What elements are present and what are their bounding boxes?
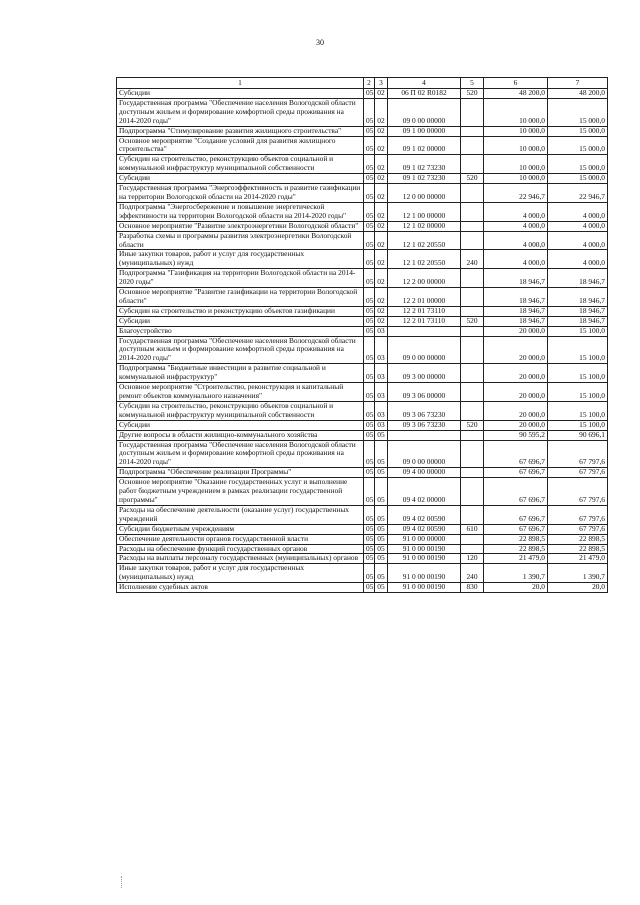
table-row [117, 155, 608, 174]
cell-name: Разработка схемы и программы развития электроэнергетики Вологодской области [117, 231, 364, 250]
cell-subsection: 02 [375, 250, 388, 269]
cell-amount-2: 22 898,5 [548, 534, 608, 544]
cell-expense-type [461, 430, 484, 440]
cell-amount-1: 67 696,7 [484, 440, 548, 468]
cell-target-code: 09 1 02 73230 [388, 155, 461, 174]
cell-subsection: 05 [375, 564, 388, 583]
cell-section: 05 [364, 524, 375, 534]
cell-expense-type [461, 383, 484, 402]
cell-target-code: 91 0 00 00190 [388, 583, 461, 593]
cell-amount-2: 15 000,0 [548, 136, 608, 155]
table-row [117, 544, 608, 554]
cell-amount-1: 21 479,0 [484, 554, 548, 564]
cell-expense-type [461, 231, 484, 250]
cell-section: 05 [364, 554, 375, 564]
cell-subsection: 05 [375, 478, 388, 506]
cell-amount-1: 67 696,7 [484, 505, 548, 524]
cell-target-code: 09 4 00 00000 [388, 468, 461, 478]
cell-section: 05 [364, 98, 375, 126]
cell-amount-1: 20,0 [484, 583, 548, 593]
header-col-6: 6 [484, 78, 548, 89]
cell-amount-1: 4 000,0 [484, 221, 548, 231]
cell-expense-type [461, 544, 484, 554]
table-row [117, 250, 608, 269]
cell-amount-1: 20 000,0 [484, 336, 548, 364]
cell-target-code: 12 1 02 20550 [388, 231, 461, 250]
cell-amount-2: 18 946,7 [548, 269, 608, 288]
cell-target-code: 09 1 00 00000 [388, 126, 461, 136]
cell-amount-1: 48 200,0 [484, 89, 548, 99]
cell-amount-1: 18 946,7 [484, 269, 548, 288]
cell-section: 05 [364, 136, 375, 155]
cell-subsection: 02 [375, 126, 388, 136]
cell-expense-type: 240 [461, 564, 484, 583]
cell-target-code: 91 0 00 00190 [388, 554, 461, 564]
cell-amount-2: 15 100,0 [548, 326, 608, 336]
cell-amount-1: 20 000,0 [484, 326, 548, 336]
cell-amount-2: 67 797,6 [548, 478, 608, 506]
cell-amount-2: 15 000,0 [548, 155, 608, 174]
cell-amount-1: 22 898,5 [484, 534, 548, 544]
cell-expense-type [461, 221, 484, 231]
cell-expense-type: 520 [461, 316, 484, 326]
cell-name: Иные закупки товаров, работ и услуг для государственных (муниципальных) нужд [117, 564, 364, 583]
cell-expense-type [461, 155, 484, 174]
cell-expense-type [461, 364, 484, 383]
table-row [117, 430, 608, 440]
cell-amount-2: 15 100,0 [548, 401, 608, 420]
cell-subsection: 05 [375, 468, 388, 478]
cell-subsection: 02 [375, 98, 388, 126]
cell-expense-type [461, 326, 484, 336]
cell-amount-1: 22 946,7 [484, 184, 548, 203]
cell-section: 05 [364, 505, 375, 524]
cell-subsection: 03 [375, 420, 388, 430]
cell-amount-1: 18 946,7 [484, 316, 548, 326]
cell-name: Расходы на обеспечение деятельности (оказание услуг) государственных учреждений [117, 505, 364, 524]
cell-target-code: 12 2 01 00000 [388, 288, 461, 307]
cell-amount-2: 15 100,0 [548, 420, 608, 430]
page-number: 30 [316, 38, 324, 47]
cell-name: Иные закупки товаров, работ и услуг для государственных (муниципальных) нужд [117, 250, 364, 269]
table-row [117, 583, 608, 593]
cell-amount-2: 67 797,6 [548, 468, 608, 478]
cell-amount-1: 18 946,7 [484, 306, 548, 316]
table-row [117, 534, 608, 544]
cell-section: 05 [364, 184, 375, 203]
cell-target-code: 12 2 00 00000 [388, 269, 461, 288]
cell-name: Субсидии [117, 174, 364, 184]
header-col-4: 4 [388, 78, 461, 89]
table-row [117, 231, 608, 250]
cell-expense-type [461, 336, 484, 364]
cell-target-code [388, 326, 461, 336]
table-row [117, 420, 608, 430]
cell-amount-1: 20 000,0 [484, 401, 548, 420]
cell-name: Основное мероприятие "Создание условий для развития жилищного строительства" [117, 136, 364, 155]
cell-section: 05 [364, 306, 375, 316]
cell-subsection: 02 [375, 202, 388, 221]
budget-table [116, 77, 608, 593]
cell-target-code: 09 3 06 73230 [388, 420, 461, 430]
cell-expense-type [461, 98, 484, 126]
cell-section: 05 [364, 174, 375, 184]
cell-name: Подпрограмма "Стимулирование развития жилищного строительства" [117, 126, 364, 136]
cell-section: 05 [364, 250, 375, 269]
cell-expense-type [461, 306, 484, 316]
cell-expense-type [461, 505, 484, 524]
cell-name: Основное мероприятие "Оказание государственных услуг и выполнение работ бюджетным учреждением в рамках реализации государственной программы" [117, 478, 364, 506]
cell-expense-type [461, 401, 484, 420]
table-row [117, 440, 608, 468]
cell-amount-2: 18 946,7 [548, 288, 608, 307]
cell-expense-type: 520 [461, 420, 484, 430]
cell-target-code: 12 1 02 20550 [388, 250, 461, 269]
cell-subsection: 02 [375, 288, 388, 307]
table-row [117, 202, 608, 221]
cell-subsection: 05 [375, 554, 388, 564]
cell-target-code: 12 1 02 00000 [388, 221, 461, 231]
cell-name: Субсидии на строительство, реконструкцию объектов социальной и коммунальной инфраструктур муниципальной собственности [117, 155, 364, 174]
cell-amount-1: 67 696,7 [484, 468, 548, 478]
header-col-5: 5 [461, 78, 484, 89]
cell-target-code: 12 2 01 73110 [388, 316, 461, 326]
cell-amount-2: 18 946,7 [548, 316, 608, 326]
cell-expense-type [461, 440, 484, 468]
cell-amount-1: 20 000,0 [484, 420, 548, 430]
cell-subsection: 02 [375, 184, 388, 203]
cell-name: Подпрограмма "Обеспечение реализации Программы" [117, 468, 364, 478]
cell-name: Основное мероприятие "Развитие электроэнергетики Вологодской области" [117, 221, 364, 231]
cell-amount-1: 4 000,0 [484, 231, 548, 250]
table-row [117, 564, 608, 583]
header-col-7: 7 [548, 78, 608, 89]
table-row [117, 326, 608, 336]
cell-name: Субсидии на строительство, реконструкцию объектов социальной и коммунальной инфраструктур муниципальной собственности [117, 401, 364, 420]
cell-target-code: 09 3 00 00000 [388, 364, 461, 383]
cell-section: 05 [364, 440, 375, 468]
cell-expense-type [461, 136, 484, 155]
cell-name: Государственная программа "Обеспечение населения Вологодской области доступным жильем и формирование комфортной среды проживания на 2014-2020 годы" [117, 336, 364, 364]
cell-target-code: 09 3 06 73230 [388, 401, 461, 420]
cell-amount-2: 15 000,0 [548, 98, 608, 126]
cell-expense-type [461, 288, 484, 307]
header-col-3: 3 [375, 78, 388, 89]
cell-target-code: 09 1 02 73230 [388, 174, 461, 184]
cell-amount-2: 15 000,0 [548, 126, 608, 136]
table-row [117, 98, 608, 126]
table-row [117, 89, 608, 99]
cell-amount-1: 10 000,0 [484, 155, 548, 174]
cell-subsection: 05 [375, 430, 388, 440]
cell-amount-2: 15 100,0 [548, 364, 608, 383]
cell-amount-2: 67 797,6 [548, 505, 608, 524]
cell-name: Государственная программа "Обеспечение населения Вологодской области доступным жильем и формирование комфортной среды проживания на 2014-2020 годы" [117, 440, 364, 468]
cell-name: Государственная программа "Энергоэффективность и развитие газификации на территории Вологодской области на 2014-2020 годы" [117, 184, 364, 203]
cell-name: Субсидии [117, 420, 364, 430]
cell-target-code: 91 0 00 00190 [388, 544, 461, 554]
cell-target-code: 12 2 01 73110 [388, 306, 461, 316]
cell-target-code: 09 4 02 00590 [388, 505, 461, 524]
table-row [117, 184, 608, 203]
cell-section: 05 [364, 155, 375, 174]
cell-amount-2: 20,0 [548, 583, 608, 593]
cell-target-code: 09 4 02 00590 [388, 524, 461, 534]
cell-name: Субсидии [117, 89, 364, 99]
cell-amount-2: 4 000,0 [548, 250, 608, 269]
cell-section: 05 [364, 126, 375, 136]
table-header-row [117, 78, 608, 89]
cell-amount-1: 4 000,0 [484, 250, 548, 269]
cell-amount-2: 18 946,7 [548, 306, 608, 316]
cell-amount-2: 1 390,7 [548, 564, 608, 583]
cell-amount-2: 22 946,7 [548, 184, 608, 203]
cell-amount-2: 4 000,0 [548, 221, 608, 231]
cell-name: Субсидии [117, 316, 364, 326]
cell-amount-2: 22 898,5 [548, 544, 608, 554]
cell-subsection: 02 [375, 231, 388, 250]
cell-subsection: 05 [375, 534, 388, 544]
cell-section: 05 [364, 564, 375, 583]
cell-expense-type [461, 269, 484, 288]
table-row [117, 288, 608, 307]
cell-subsection: 03 [375, 383, 388, 402]
cell-subsection: 02 [375, 316, 388, 326]
cell-section: 05 [364, 89, 375, 99]
cell-name: Расходы на обеспечение функций государственных органов [117, 544, 364, 554]
cell-target-code: 09 0 00 00000 [388, 98, 461, 126]
cell-expense-type [461, 534, 484, 544]
cell-section: 05 [364, 478, 375, 506]
cell-amount-1: 20 000,0 [484, 364, 548, 383]
cell-name: Исполнение судебных актов [117, 583, 364, 593]
table-row [117, 478, 608, 506]
cell-amount-2: 67 797,6 [548, 524, 608, 534]
cell-amount-2: 48 200,0 [548, 89, 608, 99]
cell-amount-1: 67 696,7 [484, 478, 548, 506]
cell-target-code: 09 4 02 00000 [388, 478, 461, 506]
cell-target-code: 12 0 00 00000 [388, 184, 461, 203]
cell-section: 05 [364, 468, 375, 478]
cell-subsection: 02 [375, 89, 388, 99]
table-row [117, 401, 608, 420]
cell-amount-1: 1 390,7 [484, 564, 548, 583]
cell-subsection: 05 [375, 583, 388, 593]
cell-section: 05 [364, 269, 375, 288]
cell-name: Субсидии на строительство и реконструкцию объектов газификации [117, 306, 364, 316]
cell-subsection: 03 [375, 364, 388, 383]
cell-target-code: 09 3 06 00000 [388, 383, 461, 402]
cell-name: Благоустройство [117, 326, 364, 336]
header-col-1: 1 [117, 78, 364, 89]
cell-subsection: 02 [375, 174, 388, 184]
cell-target-code: 09 0 00 00000 [388, 336, 461, 364]
table-row [117, 554, 608, 564]
cell-section: 05 [364, 326, 375, 336]
cell-target-code: 09 1 02 00000 [388, 136, 461, 155]
cell-amount-1: 67 696,7 [484, 524, 548, 534]
table-row [117, 174, 608, 184]
cell-amount-1: 10 000,0 [484, 98, 548, 126]
cell-section: 05 [364, 383, 375, 402]
cell-amount-1: 20 000,0 [484, 383, 548, 402]
cell-target-code: 12 1 00 00000 [388, 202, 461, 221]
table-row [117, 336, 608, 364]
cell-name: Подпрограмма "Газификация на территории Вологодской области на 2014-2020 годы" [117, 269, 364, 288]
cell-amount-1: 10 000,0 [484, 126, 548, 136]
cell-section: 05 [364, 420, 375, 430]
table-row [117, 316, 608, 326]
cell-name: Государственная программа "Обеспечение населения Вологодской области доступным жильем и формирование комфортной среды проживания на 2014-2020 годы" [117, 98, 364, 126]
cell-section: 05 [364, 430, 375, 440]
cell-amount-2: 4 000,0 [548, 202, 608, 221]
cell-name: Обеспечение деятельности органов государственной власти [117, 534, 364, 544]
cell-amount-2: 15 100,0 [548, 336, 608, 364]
scan-mark [121, 876, 125, 888]
cell-target-code: 91 0 00 00000 [388, 534, 461, 544]
cell-expense-type: 520 [461, 89, 484, 99]
cell-amount-2: 90 696,1 [548, 430, 608, 440]
cell-subsection: 02 [375, 221, 388, 231]
cell-subsection: 02 [375, 155, 388, 174]
cell-expense-type: 830 [461, 583, 484, 593]
cell-section: 05 [364, 534, 375, 544]
cell-name: Подпрограмма "Бюджетные инвестиции в развитие социальной и коммунальной инфраструктур" [117, 364, 364, 383]
cell-section: 05 [364, 401, 375, 420]
cell-amount-2: 67 797,6 [548, 440, 608, 468]
cell-target-code [388, 430, 461, 440]
cell-name: Основное мероприятие "Развитие газификации на территории Вологодской области" [117, 288, 364, 307]
table-row [117, 221, 608, 231]
cell-subsection: 05 [375, 440, 388, 468]
cell-target-code: 91 0 00 00190 [388, 564, 461, 583]
cell-section: 05 [364, 231, 375, 250]
cell-expense-type: 610 [461, 524, 484, 534]
cell-section: 05 [364, 583, 375, 593]
cell-expense-type: 120 [461, 554, 484, 564]
table-row [117, 126, 608, 136]
cell-subsection: 05 [375, 544, 388, 554]
table-row [117, 383, 608, 402]
cell-section: 05 [364, 316, 375, 326]
cell-amount-1: 10 000,0 [484, 136, 548, 155]
cell-section: 05 [364, 336, 375, 364]
cell-target-code: 09 0 00 00000 [388, 440, 461, 468]
cell-name: Расходы на выплаты персоналу государственных (муниципальных) органов [117, 554, 364, 564]
cell-expense-type: 240 [461, 250, 484, 269]
table-row [117, 468, 608, 478]
cell-subsection: 03 [375, 326, 388, 336]
table-row [117, 306, 608, 316]
cell-expense-type: 520 [461, 174, 484, 184]
cell-target-code: 06 П 02 R0182 [388, 89, 461, 99]
cell-amount-2: 4 000,0 [548, 231, 608, 250]
cell-subsection: 02 [375, 136, 388, 155]
table-row [117, 136, 608, 155]
cell-name: Другие вопросы в области жилищно-коммунального хозяйства [117, 430, 364, 440]
cell-section: 05 [364, 221, 375, 231]
cell-subsection: 03 [375, 401, 388, 420]
table-row [117, 364, 608, 383]
cell-amount-1: 10 000,0 [484, 174, 548, 184]
cell-section: 05 [364, 288, 375, 307]
cell-subsection: 05 [375, 524, 388, 534]
cell-expense-type [461, 184, 484, 203]
cell-amount-1: 4 000,0 [484, 202, 548, 221]
cell-amount-2: 21 479,0 [548, 554, 608, 564]
cell-section: 05 [364, 364, 375, 383]
cell-amount-2: 15 000,0 [548, 174, 608, 184]
cell-subsection: 02 [375, 269, 388, 288]
cell-amount-1: 22 898,5 [484, 544, 548, 554]
cell-section: 05 [364, 544, 375, 554]
table-row [117, 524, 608, 534]
table-row [117, 505, 608, 524]
cell-amount-2: 15 100,0 [548, 383, 608, 402]
cell-expense-type [461, 126, 484, 136]
table-row [117, 269, 608, 288]
cell-amount-1: 90 595,2 [484, 430, 548, 440]
cell-subsection: 05 [375, 505, 388, 524]
header-col-2: 2 [364, 78, 375, 89]
cell-section: 05 [364, 202, 375, 221]
cell-subsection: 03 [375, 336, 388, 364]
cell-expense-type [461, 202, 484, 221]
cell-amount-1: 18 946,7 [484, 288, 548, 307]
cell-expense-type [461, 478, 484, 506]
cell-name: Подпрограмма "Энергосбережение и повышение энергетической эффективности на территории Вологодской области на 2014-2020 годы" [117, 202, 364, 221]
cell-subsection: 02 [375, 306, 388, 316]
cell-expense-type [461, 468, 484, 478]
table-body [117, 89, 608, 593]
cell-name: Субсидии бюджетным учреждениям [117, 524, 364, 534]
cell-name: Основное мероприятие "Строительство, реконструкция и капитальный ремонт объектов коммунального назначения" [117, 383, 364, 402]
